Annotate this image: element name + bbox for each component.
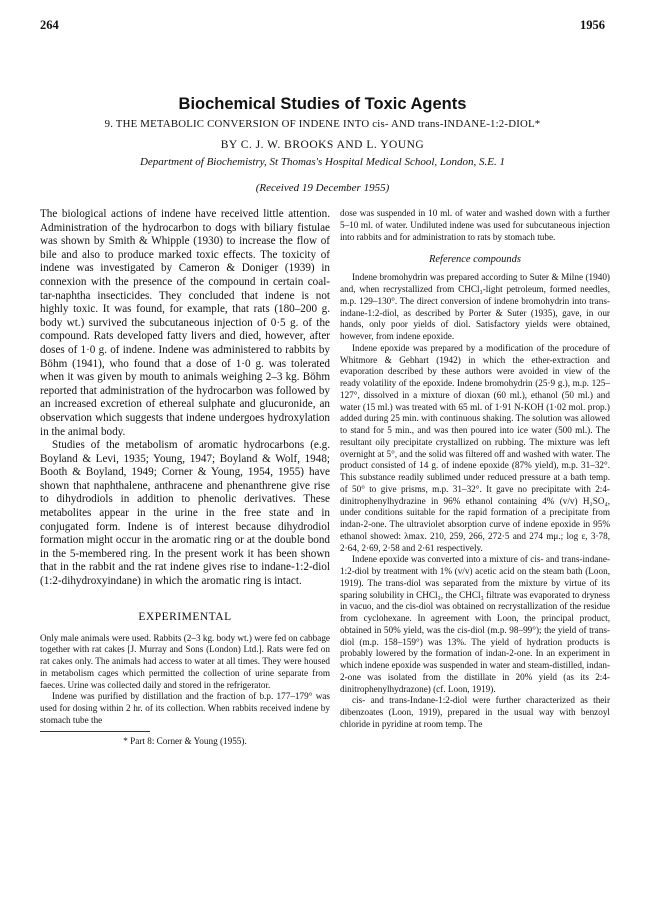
- reference-paragraph-4: cis- and trans-Indane-1:2-diol were further characterized as their dibenzoates (Loon, 1919), prepared in the usual way with benzoyl chloride in pyridine at room temp. The: [340, 695, 610, 729]
- footnote: * Part 8: Corner & Young (1955).: [123, 735, 247, 746]
- running-header: [40, 18, 605, 34]
- authors: BY C. J. W. BROOKS AND L. YOUNG: [220, 139, 425, 151]
- footnote-rule: [40, 731, 150, 732]
- experimental-paragraph-1: Only male animals were used. Rabbits (2–3 kg. body wt.) were fed on cabbage together with rat cakes [J. Murray and Sons (London) Ltd.]. Rats were fed on rat cakes only. The animals had access to water at all times. They were housed in metabolism cages which permitted the collection of urine separate from faeces. Urine was collected daily and stored in the refrigerator.: [40, 632, 330, 690]
- right-column: [340, 208, 610, 731]
- affiliation: Department of Biochemistry, St Thomas's Hospital Medical School, London, S.E. 1: [139, 156, 506, 168]
- publication-year: 1956: [580, 18, 605, 32]
- experimental-paragraph-2: Indene was purified by distillation and the fraction of b.p. 177–179° was used for dosing within 2 hr. of its collection. When rabbits received indene by stomach tube the: [40, 691, 330, 725]
- intro-paragraph-1: The biological actions of indene have received little attention. Administration of the hydrocarbon to dogs with biliary fistulae was shown by Smith & Whipple (1930) to increase the flow of bile and also to produce marked toxic effects. The toxicity of indene was investigated by Cameron & Doniger (1939) in connexion with the presence of the compound in certain coal-tar-naphtha insecticides. They concluded that indene is not highly toxic. It was found, for example, that rats (180–200 g. body wt.) survived the subcutaneous injection of 0·5 g. of the compound. Rats developed fatty livers and died, however, after doses of 1·0 g. of indene. Indene was administered to rabbits by Böhm (1941), who found that a dose of 1·0 g. was tolerated when it was given by mouth to animals weighing 2–3 kg. Böhm reported that administration of the hydrocarbon was followed by an increased excretion of ethereal sulphate and glucuronide, an observation which suggests that indene undergoes hydroxylation in the animal body.: [40, 208, 330, 438]
- experimental-heading: EXPERIMENTAL: [138, 610, 232, 623]
- article-subtitle: 9. THE METABOLIC CONVERSION OF INDENE INTO cis- AND trans-INDANE-1:2-DIOL*: [104, 118, 541, 130]
- left-column: [40, 208, 330, 746]
- reference-paragraph-2: Indene epoxide was prepared by a modification of the procedure of Whitmore & Gebhart (1942) in which the ether-extraction and evaporation described by these authors were avoided in view of the ready volatility of the epoxide. Indene bromohydrin (25·9 g.), m.p. 125–127°, dissolved in a mixture of dioxan (60 ml.), ethanol (50 ml.) and water (15 ml.) was treated with 65 ml. of 1·91 N-KOH (1·02 mol. prop.) added during 25 min. with continuous shaking. The solution was allowed to stand for 5 min., and was then poured into ice water (500 ml.). The resultant oily precipitate crystallized on rubbing. The mixture was left overnight at 5°, and the solid was filtered off and washed with water. The product consisted of 14 g. of indene epoxide (87% yield), m.p. 31–32°. This substance readily sublimed under reduced pressure at a bath temp. of 50° to give prisms, m.p. 31–32°. It gave no precipitate with 2:4-dinitrophenylhydrazine in 96% ethanol containing 4% (v/v) H₂SO₄, under conditions suitable for the rapid formation of a precipitate from indan-2-one. The ultraviolet absorption curve of indene epoxide in 95% ethanol showed: λmax. 210, 259, 266, 272·5 and 274 mμ.; log ε, 3·78, 2·64, 2·69, 2·58 and 2·61 respectively.: [340, 342, 610, 553]
- page-number: 264: [40, 18, 59, 32]
- continuation-paragraph: dose was suspended in 10 ml. of water and washed down with a further 5–10 ml. of water. Undiluted indene was used for subcutaneous injection into rabbits and for administration to rats by stomach tube.: [340, 208, 610, 242]
- received-date: (Received 19 December 1955): [255, 182, 390, 194]
- reference-paragraph-1: Indene bromohydrin was prepared according to Suter & Milne (1940) and, when recrystallized from CHCl₃-light petroleum, formed needles, m.p. 129–130°. The direct conversion of indene bromohydrin into trans-indane-1:2-diol, as described by Porter & Suter (1935), gave, in our hands, only poor yields of diol. Satisfactory yields were obtained, however, from indene epoxide.: [340, 272, 610, 341]
- reference-compounds-heading: Reference compounds: [428, 254, 522, 266]
- article-title: Biochemical Studies of Toxic Agents: [178, 95, 467, 113]
- reference-paragraph-3: Indene epoxide was converted into a mixture of cis- and trans-indane-1:2-diol by treatment with 1% (v/v) acetic acid on the steam bath (Loon, 1919). The trans-diol was separated from the mixture by virtue of its sparing solubility in CHCl₃, the CHCl₃ filtrate was evaporated to dryness in vacuo, and the cis-diol was obtained on recrystallization of the residue from cyclohexane. In agreement with Loon, the principal product, obtained in 50% yield, was the cis-diol (m.p. 98–99°); the yield of trans-diol (m.p. 158–159°) was 13%. The yield of hydration products is probably lowered by the formation of indan-2-one. In an experiment in which indene epoxide was suspended in water and steam-distilled, indan-2-one was isolated from the distillate in 20% yield (as its 2:4-dinitrophenylhydrazone) (cf. Loon, 1919).: [340, 554, 610, 694]
- intro-paragraph-2: Studies of the metabolism of aromatic hydrocarbons (e.g. Boyland & Levi, 1935; Young, 1947; Boyland & Wolf, 1948; Booth & Boyland, 1949; Corner & Young, 1954, 1955) have shown that naphthalene, anthracene and phenanthrene give rise to dihydrodiols in addition to phenolic derivatives. These metabolites appear in the urine in the free state and in conjugated form. Indene is of interest because dihydrodiol formation might occur in the aromatic ring or at the double bond in the 5-membered ring. In the present work it has been shown that in the rabbit and the rat indene gives rise to indane-1:2-diol (1:2-dihydroxyindane) in which the aromatic ring is intact.: [40, 439, 330, 588]
